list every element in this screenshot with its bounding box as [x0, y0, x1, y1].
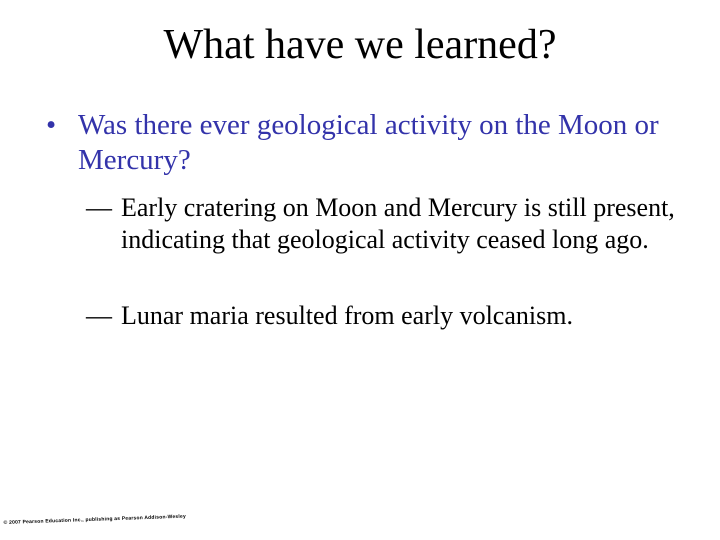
sub-bullet-marker: — [86, 193, 112, 222]
sub-bullet-text: Early cratering on Moon and Mercury is still present, indicating that geological activity ceased long ago. [121, 193, 675, 254]
bullet-text: Was there ever geological activity on the Moon or Mercury? [78, 109, 659, 176]
sub-bullet [86, 300, 686, 332]
bullet-marker: • [46, 109, 57, 141]
copyright-footer: © 2007 Pearson Education Inc., publishing as Pearson Addison-Wesley [3, 513, 187, 527]
sub-bullet [86, 192, 686, 256]
main-bullet [46, 108, 666, 178]
slide-title: What have we learned? [163, 22, 557, 68]
sub-bullet-marker: — [86, 301, 112, 330]
sub-bullet-text: Lunar maria resulted from early volcanism. [121, 301, 573, 330]
